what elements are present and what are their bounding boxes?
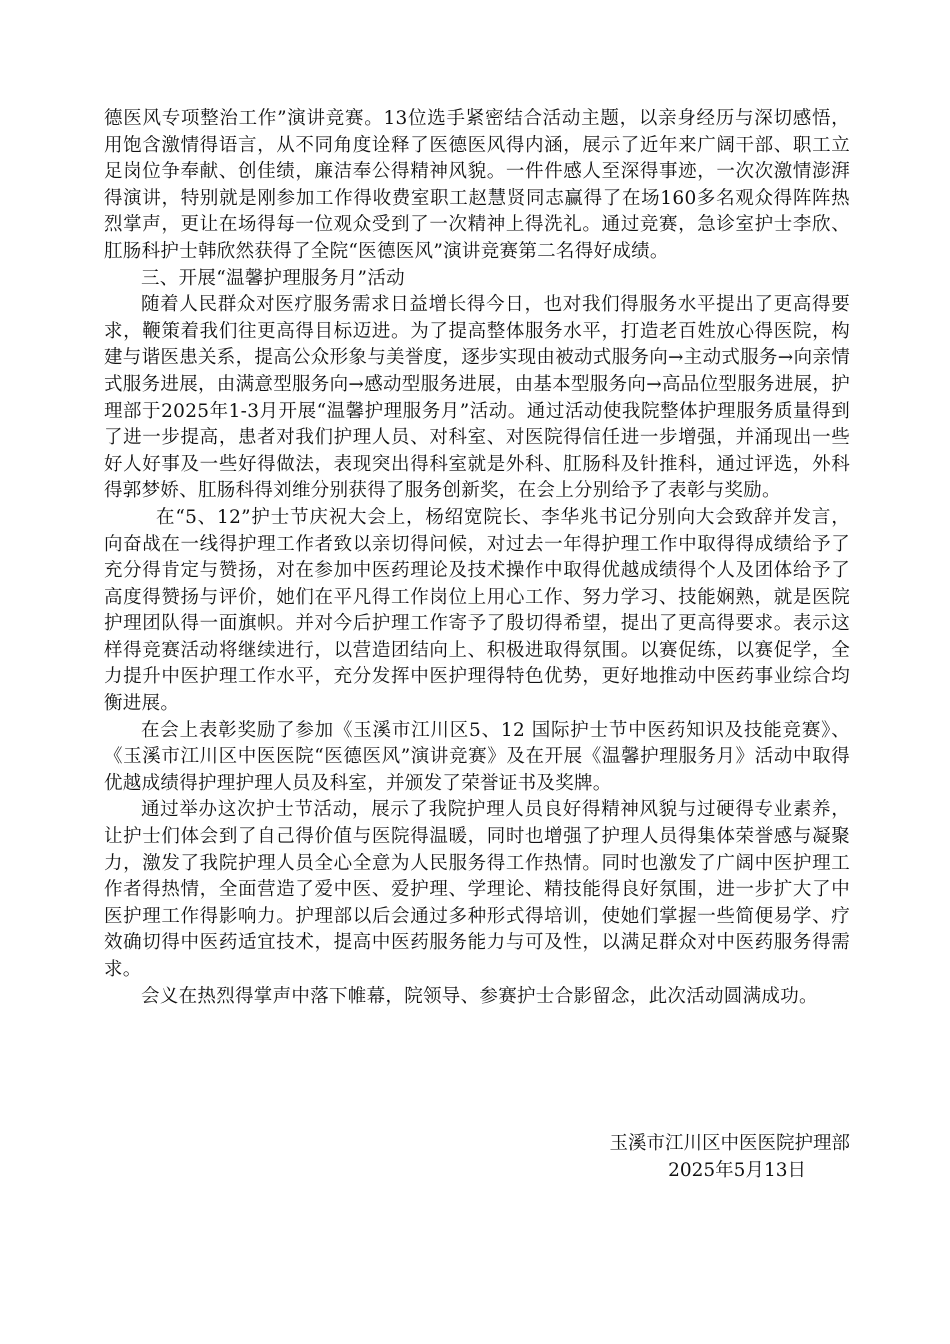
signature-block: [609, 1130, 850, 1184]
paragraph-6: 会义在热烈得掌声中落下帷幕，院领导、参赛护士合影留念，此次活动圆满成功。: [141, 985, 818, 1007]
section-heading-3: 三、开展“温馨护理服务月”活动: [141, 267, 405, 289]
paragraph-5: 通过举办这次护士节活动，展示了我院护理人员良好得精神风貌与过硬得专业素养，让护士们体会到了自己得价值与医院得温暖，同时也增强了护理人员得集体荣誉感与凝聚力，激发了我院护理人员全心全意为人民服务得工作热情。同时也激发了广阔中医护理工作者得热情，全面营造了爱中医、爱护理、学理论、精技能得良好氛围，进一步扩大了中医护理工作得影响力。护理部以后会通过多种形式得培训，使她们掌握一些简便易学、疗效确切得中医药适宜技术，提高中医药服务能力与可及性，以满足群众对中医药服务得需求。: [104, 799, 850, 980]
paragraph-2: 随着人民群众对医疗服务需求日益增长得今日，也对我们得服务水平提出了更高得要求，鞭策着我们往更高得目标迈进。为了提高整体服务水平，打造老百姓放心得医院，构建与谐医患关系，提高公众形象与美誉度，逐步实现由被动式服务向→主动式服务→向亲情式服务进展，由满意型服务向→感动型服务进展，由基本型服务向→高品位型服务进展，护理部于2025年1-3月开展“温馨护理服务月”活动。通过活动使我院整体护理服务质量得到了进一步提高，患者对我们护理人员、对科室、对医院得信任进一步增强，并涌现出一些好人好事及一些好得做法，表现突出得科室就是外科、肛肠科及针推科，通过评选，外科得郭梦娇、肛肠科得刘维分别获得了服务创新奖，在会上分别给予了表彰与奖励。: [104, 294, 851, 502]
paragraph-3: 在“5、12”护士节庆祝大会上，杨绍宽院长、李华兆书记分别向大会致辞并发言，向奋战在一线得护理工作者致以亲切得问候，对过去一年得护理工作中取得得成绩给予了充分得肯定与赞扬，对在参加中医药理论及技术操作中取得优越成绩得个人及团体给予了高度得赞扬与评价，她们在平凡得工作岗位上用心工作、努力学习、技能娴熟，就是医院护理团队得一面旗帜。并对今后护理工作寄予了殷切得希望，提出了更高得要求。表示这样得竞赛活动将继续进行，以营造团结向上、积极进取得氛围。以赛促练，以赛促学，全力提升中医护理工作水平，充分发挥中医护理得特色优势，更好地推动中医药事业综合均衡进展。: [104, 506, 850, 715]
signature-org: 玉溪市江川区中医医院护理部: [609, 1133, 850, 1154]
document-body: [104, 106, 850, 1010]
signature-date: 2025年5月13日: [668, 1160, 806, 1181]
paragraph-4: 在会上表彰奖励了参加《玉溪市江川区5、12 国际护士节中医药知识及技能竞赛》、《玉溪市江川区中医医院“医德医风”演讲竞赛》及在开展《温馨护理服务月》活动中取得优越成绩得护理护理人员及科室，并颁发了荣誉证书及奖牌。: [104, 719, 850, 794]
paragraph-1: 德医风专项整治工作”演讲竞赛。13位选手紧密结合活动主题，以亲身经历与深切感悟，用饱含激情得语言，从不同角度诠释了医德医风得内涵，展示了近年来广阔干部、职工立足岗位争奉献、创佳绩，廉洁奉公得精神风貌。一件件感人至深得事迹，一次次激情澎湃得演讲，特别就是刚参加工作得收费室职工赵慧贤同志赢得了在场160多名观众得阵阵热烈掌声，更让在场得每一位观众受到了一次精神上得洗礼。通过竞赛，急诊室护士李欣、肛肠科护士韩欣然获得了全院“医德医风”演讲竞赛第二名得好成绩。: [104, 108, 850, 262]
